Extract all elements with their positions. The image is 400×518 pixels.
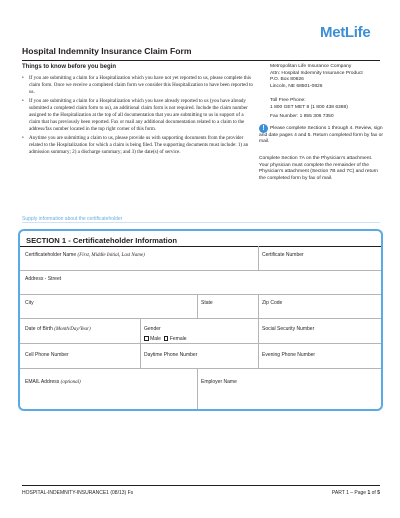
part-label: PART 1 – Page xyxy=(331,490,368,496)
field-divider xyxy=(140,343,141,368)
gender-options xyxy=(144,336,187,342)
exclamation-icon: ! xyxy=(259,124,268,133)
field-divider xyxy=(197,294,198,318)
metlife-logo: MetLife xyxy=(320,24,371,41)
dob-hint: (Month/Day/Year) xyxy=(54,327,91,332)
instructions-heading: Things to know before you begin xyxy=(22,64,116,70)
ssn-field[interactable]: Social Security Number xyxy=(262,326,315,332)
contact-numbers xyxy=(270,98,382,121)
address-line: Attn: Hospital Indemnity Insurance Product xyxy=(270,70,363,76)
field-divider xyxy=(258,318,259,343)
field-divider xyxy=(197,368,198,409)
email-field[interactable] xyxy=(25,379,81,385)
address-street-field[interactable]: Address - Street xyxy=(25,276,62,282)
instruction-item: • Anytime you are submitting a claim to us, please provide us with supporting documents from the provider related to the Hospitalization for which a claim is being filed. The supporting documents must include: 1) an admission summary; 2) a discharge summary; and 3) the date(s) of service. xyxy=(22,135,256,156)
zip-code-field[interactable]: Zip Code xyxy=(262,300,283,306)
field-divider xyxy=(140,318,141,343)
female-checkbox[interactable] xyxy=(164,336,169,341)
instruction-item: • If you are submitting a claim for a Hospitalization which you have already reported to us (you have already submitted a completed claim form to us), an additional claim form is not required. Include the claim number assigned to the Hospitalization at the top of all documentation that you are submitting to us in support of a claim that has previously been reported. Fax or mail any additional documentation related to a claim to the address/fax number located in the top right corner of this form. xyxy=(22,98,256,133)
field-divider xyxy=(258,343,259,368)
return-instructions-note: Please complete Sections 1 through 4. Review, sign and date pages 4 and 5. Return completed form by fax or mail. xyxy=(259,126,383,145)
male-checkbox[interactable] xyxy=(144,336,149,341)
certificate-number-field[interactable]: Certificate Number xyxy=(262,252,304,258)
page-number: 1 xyxy=(367,490,371,496)
address-line: Metropolitan Life Insurance Company xyxy=(270,64,352,69)
field-divider xyxy=(258,294,259,318)
physician-attachment-note: Complete Section 7A on the Physician's attachment. Your physician must complete the remainder of the Physician's attachment (Section 7B and 7C) and return the completed form by fax of mail. xyxy=(259,156,378,181)
toll-free-number: 1 800 GET MET 8 (1 800 438 6388) xyxy=(270,104,348,110)
employer-name-field[interactable]: Employer Name xyxy=(201,379,237,385)
address-line: Lincoln, NE 68501-0826 xyxy=(270,83,323,89)
footer-divider xyxy=(22,485,380,486)
row-divider xyxy=(20,294,381,295)
certificateholder-name-field[interactable] xyxy=(25,252,145,258)
email-hint: (optional) xyxy=(60,380,81,385)
city-field[interactable]: City xyxy=(25,300,34,306)
female-label: Female xyxy=(169,336,187,343)
dob-label: Date of Birth xyxy=(25,326,53,332)
address-line: P.O. Box 80826 xyxy=(270,77,304,83)
instruction-item: • If you are submitting a claim for a Hospitalization which you have not yet reported to us, please complete this claim form. Once we receive a completed claim form we consider this Hospitalization to have been reported to us. xyxy=(22,75,256,96)
header-divider xyxy=(22,60,380,61)
cell-phone-field[interactable]: Cell Phone Number xyxy=(25,352,69,358)
row-divider xyxy=(20,270,381,271)
mailing-address xyxy=(270,64,382,90)
name-hint: (First, Middle Initial, Last Name) xyxy=(77,253,145,258)
gender-label: Gender xyxy=(144,326,161,332)
field-divider xyxy=(258,246,259,270)
supply-caption: Supply information about the certificateholder xyxy=(22,216,125,222)
form-id: HOSPITAL-INDEMNITY-INSURANCE1 (08/13) Fs xyxy=(22,490,134,496)
form-title: Hospital Indemnity Insurance Claim Form xyxy=(22,46,192,56)
page-total: 5 xyxy=(377,490,380,496)
instructions-list xyxy=(22,75,256,158)
page-indicator xyxy=(332,490,380,496)
email-label: EMAIL Address xyxy=(25,379,60,385)
supply-divider xyxy=(22,222,380,223)
toll-free-label: Toll Free Phone: xyxy=(270,98,306,103)
of-label: of xyxy=(370,490,378,496)
evening-phone-field[interactable]: Evening Phone Number xyxy=(262,352,316,358)
male-label: Male xyxy=(150,336,161,343)
daytime-phone-field[interactable]: Daytime Phone Number xyxy=(144,352,198,358)
row-divider xyxy=(20,318,381,319)
section-title-rule xyxy=(20,246,381,247)
fax-number: Fax Number: 1 855 306 7350 xyxy=(270,114,334,120)
row-divider xyxy=(20,343,381,344)
state-field[interactable]: State xyxy=(201,300,213,306)
section-1-box xyxy=(18,229,383,411)
section-1-title: SECTION 1 - Certificateholder Information xyxy=(26,236,178,245)
row-divider xyxy=(20,368,381,369)
name-label: Certificateholder Name xyxy=(25,252,77,258)
date-of-birth-field[interactable] xyxy=(25,326,91,332)
